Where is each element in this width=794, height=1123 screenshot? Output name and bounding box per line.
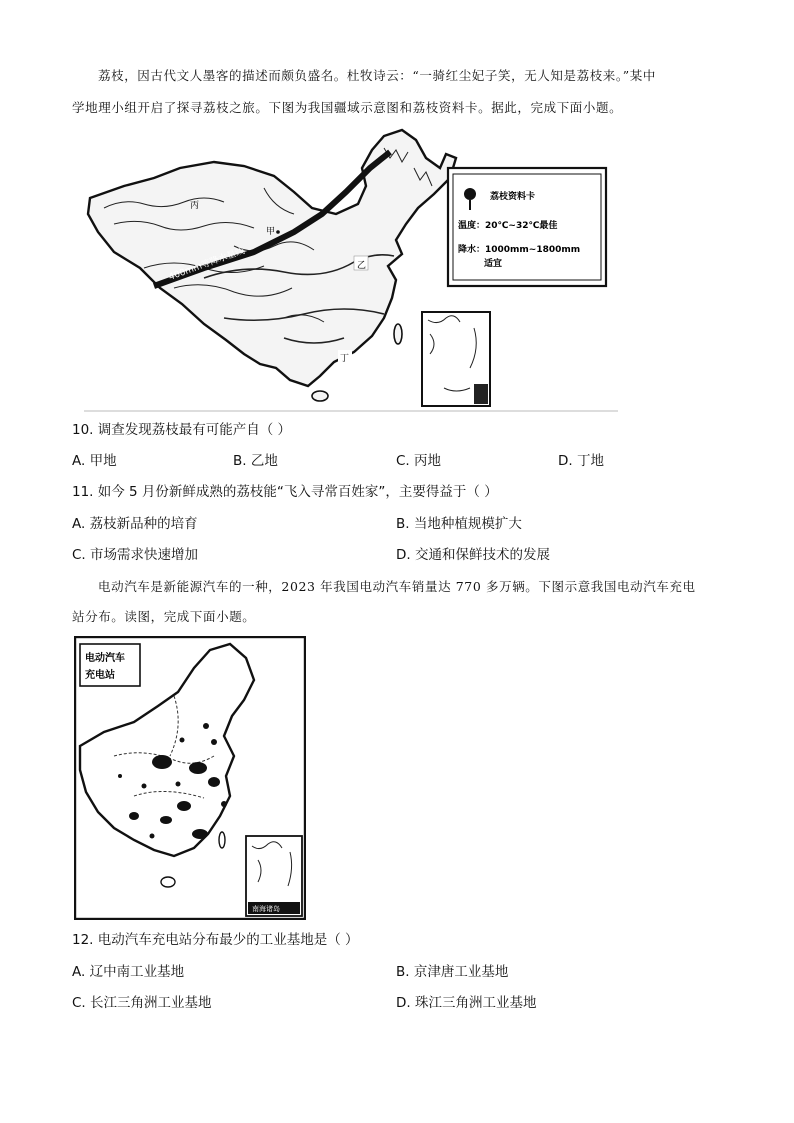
intro2-line1: 电动汽车是新能源汽车的一种，2023 年我国电动汽车销量达 770 多万辆。下图示意我国电动汽车充电 — [98, 579, 696, 594]
q12-option-c[interactable]: C. 长江三角洲工业基地 — [72, 995, 212, 1011]
card-rain: 降水：1000mm~1800mm — [458, 245, 581, 255]
q10-stem: 10. 调查发现荔枝最有可能产自（ ） — [72, 422, 292, 438]
label-bing: 丙 — [190, 201, 200, 211]
legend-station: 充电站 — [85, 670, 115, 681]
label-yi: 乙 — [357, 261, 367, 271]
intro1-line2: 学地理小组开启了探寻荔枝之旅。下图为我国疆域示意图和荔枝资料卡。据此，完成下面小题。 — [72, 100, 623, 115]
china-territory-map — [84, 128, 618, 412]
q10-option-a[interactable]: A. 甲地 — [72, 453, 117, 469]
q12-option-b[interactable]: B. 京津唐工业基地 — [396, 964, 509, 980]
inset-label: 南海诸岛 — [252, 905, 280, 913]
card-title: 荔枝资料卡 — [490, 192, 536, 202]
q11-option-c[interactable]: C. 市场需求快速增加 — [72, 547, 199, 563]
q11-option-b[interactable]: B. 当地种植规模扩大 — [396, 516, 522, 532]
legend-ev: 电动汽车 — [85, 653, 125, 664]
card-temp: 温度：20℃~32℃最佳 — [458, 221, 558, 231]
card-rain-suitable: 适宜 — [484, 259, 503, 269]
q10-option-d[interactable]: D. 丁地 — [558, 453, 604, 469]
q10-option-c[interactable]: C. 丙地 — [396, 453, 442, 469]
q12-option-d[interactable]: D. 珠江三角洲工业基地 — [396, 995, 537, 1011]
isohyet-400-label: 400mm等降水量线 — [167, 246, 246, 283]
q11-option-d[interactable]: D. 交通和保鲜技术的发展 — [396, 547, 550, 563]
q11-stem: 11. 如今 5 月份新鲜成熟的荔枝能“飞入寻常百姓家”，主要得益于（ ） — [72, 484, 498, 500]
label-jia: 甲 — [266, 227, 276, 237]
intro2-line2: 站分布。读图，完成下面小题。 — [72, 609, 256, 624]
q10-option-b[interactable]: B. 乙地 — [233, 453, 278, 469]
q11-option-a[interactable]: A. 荔枝新品种的培育 — [72, 516, 198, 532]
q12-option-a[interactable]: A. 辽中南工业基地 — [72, 964, 185, 980]
label-ding: 丁 — [340, 354, 350, 364]
intro1-line1: 荔枝，因古代文人墨客的描述而颇负盛名。杜牧诗云：“一骑红尘妃子笑，无人知是荔枝来。”某中 — [98, 68, 656, 83]
ev-charging-map — [74, 636, 306, 920]
q12-stem: 12. 电动汽车充电站分布最少的工业基地是（ ） — [72, 932, 359, 948]
